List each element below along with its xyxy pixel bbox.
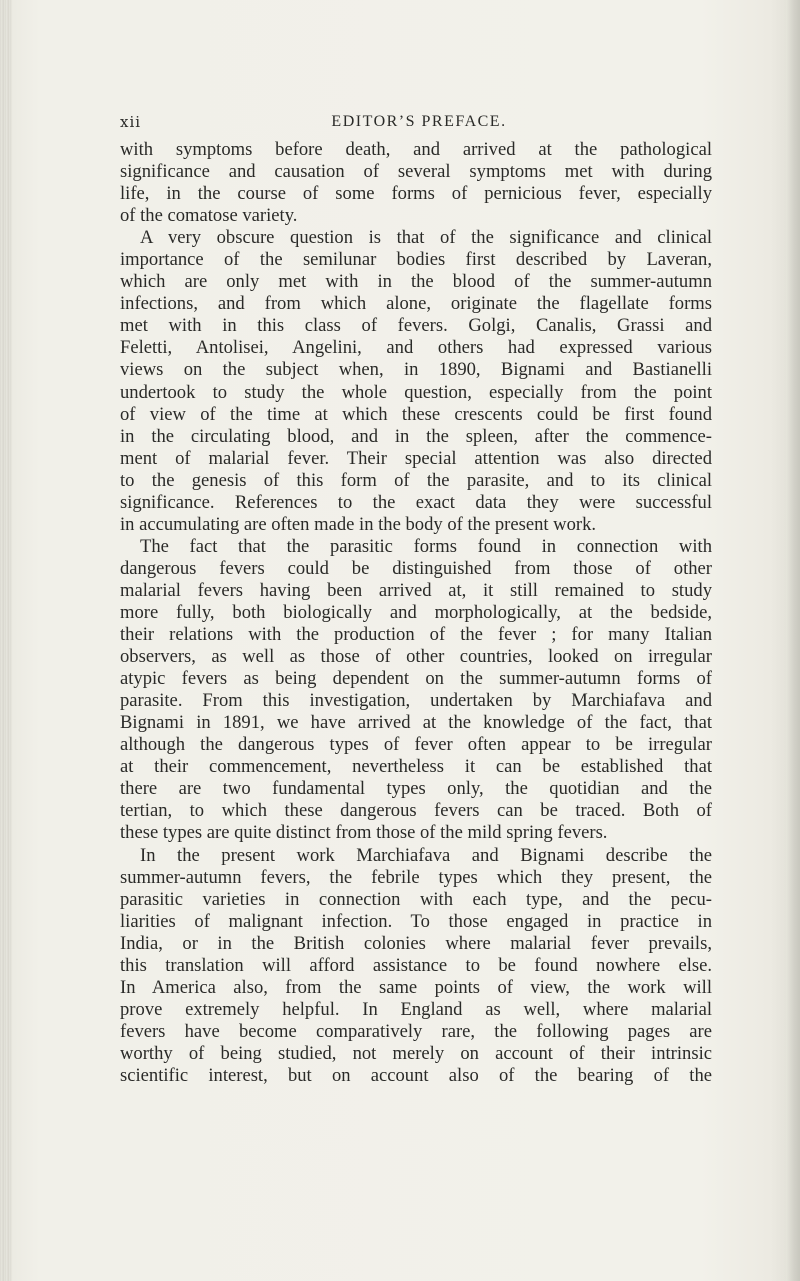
text-line: significance. References to the exact data they were successful bbox=[120, 491, 712, 513]
text-line: scientific interest, but on account also of the bearing of the bbox=[120, 1064, 712, 1086]
paragraph-start: A very obscure question is that of the significance and clinical bbox=[140, 227, 712, 249]
running-title: EDITOR’S PREFACE. bbox=[331, 113, 507, 130]
text-line: which are only met with in the blood of the summer-autumn bbox=[120, 271, 712, 293]
text-line: at their commencement, nevertheless it can be established that bbox=[120, 756, 712, 778]
paragraph-start: The fact that the parasitic forms found in connection with bbox=[140, 535, 712, 557]
text-line: with symptoms before death, and arrived at the pathological bbox=[120, 139, 712, 160]
text-line: life, in the course of some forms of pernicious fever, especially bbox=[120, 183, 712, 205]
text-line: met with in this class of fevers. Golgi, Canalis, Grassi and bbox=[120, 315, 712, 337]
text-line: more fully, both biologically and morphologically, at the bedside, bbox=[120, 601, 712, 623]
text-line: importance of the semilunar bodies first described by Laveran, bbox=[120, 249, 712, 271]
page-outer-edge bbox=[786, 0, 800, 1281]
text-line: parasite. From this investigation, undertaken by Marchiafava and bbox=[120, 690, 712, 712]
text-line: observers, as well as those of other countries, looked on irregular bbox=[120, 646, 712, 668]
paragraph-start: In the present work Marchiafava and Bignami describe the bbox=[140, 844, 712, 866]
text-line: there are two fundamental types only, the quotidian and the bbox=[120, 778, 712, 800]
text-line: ment of malarial fever. Their special attention was also directed bbox=[120, 447, 712, 469]
text-line: infections, and from which alone, originate the flagellate forms bbox=[120, 293, 712, 315]
page-number: xii bbox=[120, 113, 142, 131]
text-line: dangerous fevers could be distinguished from those of other bbox=[120, 557, 712, 579]
text-line: malarial fevers having been arrived at, it still remained to study bbox=[120, 579, 712, 601]
text-line: worthy of being studied, not merely on account of their intrinsic bbox=[120, 1042, 712, 1064]
text-line: to the genesis of this form of the parasite, and to its clinical bbox=[120, 469, 712, 491]
body-text bbox=[120, 139, 712, 1087]
text-line: their relations with the production of the fever ; for many Italian bbox=[120, 624, 712, 646]
text-line: summer-autumn fevers, the febrile types which they present, the bbox=[120, 866, 712, 888]
text-line: atypic fevers as being dependent on the summer-autumn forms of bbox=[120, 668, 712, 690]
text-line: in the circulating blood, and in the spleen, after the commence- bbox=[120, 425, 712, 447]
text-line: although the dangerous types of fever often appear to be irregular bbox=[120, 734, 712, 756]
text-line: significance and causation of several symptoms met with during bbox=[120, 161, 712, 183]
text-line: prove extremely helpful. In England as well, where malarial bbox=[120, 998, 712, 1020]
page-header bbox=[120, 113, 718, 133]
text-line: of the comatose variety. bbox=[120, 205, 298, 227]
page-binding-edge bbox=[0, 0, 12, 1281]
text-line: India, or in the British colonies where malarial fever prevails, bbox=[120, 932, 712, 954]
text-line: Bignami in 1891, we have arrived at the knowledge of the fact, that bbox=[120, 712, 712, 734]
text-line: undertook to study the whole question, especially from the point bbox=[120, 381, 712, 403]
text-line: this translation will afford assistance to be found nowhere else. bbox=[120, 954, 712, 976]
text-line: liarities of malignant infection. To those engaged in practice in bbox=[120, 910, 712, 932]
text-line: of view of the time at which these crescents could be first found bbox=[120, 403, 712, 425]
text-line: parasitic varieties in connection with each type, and the pecu- bbox=[120, 888, 712, 910]
text-line: In America also, from the same points of view, the work will bbox=[120, 976, 712, 998]
text-line: fevers have become comparatively rare, the following pages are bbox=[120, 1020, 712, 1042]
text-line: in accumulating are often made in the body of the present work. bbox=[120, 513, 597, 535]
text-line: Feletti, Antolisei, Angelini, and others had expressed various bbox=[120, 337, 712, 359]
text-line: these types are quite distinct from those of the mild spring fevers. bbox=[120, 822, 608, 844]
text-line: views on the subject when, in 1890, Bignami and Bastianelli bbox=[120, 359, 712, 381]
text-line: tertian, to which these dangerous fevers can be traced. Both of bbox=[120, 800, 712, 822]
